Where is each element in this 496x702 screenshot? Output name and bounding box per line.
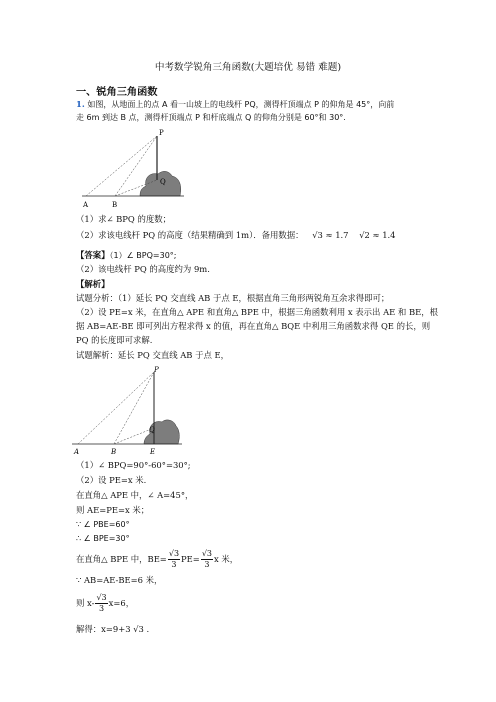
section-heading: 一、锐角三角函数 <box>76 87 158 98</box>
analysis-tag: 【解析】 <box>76 279 110 289</box>
solution-1: （1）∠ BPQ=90°-60°=30°; <box>76 460 191 470</box>
question-2-text: （2）求该电线杆 PQ 的高度（结果精确到 1m）．备用数据： <box>76 230 304 240</box>
sightline-ap <box>78 372 154 444</box>
fraction-numerator: √3 <box>168 549 180 558</box>
solution-5: ∵ ∠ PBE=60° <box>76 520 130 529</box>
label-a: A <box>83 201 89 209</box>
solution-7-mid: PE= <box>181 554 200 564</box>
problem-line-1 <box>76 99 394 110</box>
label-e: E <box>150 448 156 456</box>
question-1: （1）求∠ BPQ 的度数； <box>76 214 171 224</box>
backup-data-1: √3 ≈ 1.7 <box>312 230 349 240</box>
fraction-sqrt3-over-3 <box>201 549 213 570</box>
label-b: B <box>111 448 117 456</box>
solution-4: 则 AE=PE=x 米； <box>76 505 150 515</box>
label-b: B <box>112 201 118 209</box>
fraction-denominator: 3 <box>204 560 210 569</box>
solution-9-prefix: 则 x- <box>76 598 95 608</box>
solution-7-prefix: 在直角△ BPE 中，BE= <box>76 554 167 564</box>
solution-6: ∴ ∠ BPE=30° <box>76 534 130 543</box>
page-title: 中考数学锐角三角函数(大题培优 易错 难题) <box>154 62 342 73</box>
solution-7 <box>76 548 238 570</box>
figure-1-diagram <box>80 126 190 210</box>
fraction-denominator: 3 <box>99 604 105 613</box>
label-q: Q <box>149 426 155 434</box>
problem-text-1: 如图，从地面上的点 A 看一山坡上的电线杆 PQ，测得杆顶端点 P 的仰角是 45°，向前 <box>87 100 395 109</box>
problem-number: 1. <box>76 99 85 109</box>
solution-9-suffix: x=6， <box>108 598 135 608</box>
analysis-line-3: 据 AB=AE-BE 即可列出方程求得 x 的值，再在直角△ BQE 中利用三角函数求得 QE 的长，则 <box>76 321 431 331</box>
question-2 <box>76 230 396 241</box>
answer-tag: 【答案】 <box>76 250 110 260</box>
answer-2: （2）该电线杆 PQ 的高度约为 9m. <box>76 264 210 274</box>
fraction-denominator: 3 <box>171 560 177 569</box>
problem-text-2: 走 6m 到达 B 点，测得杆顶端点 P 和杆底端点 Q 的仰角分别是 60°和 30°. <box>76 113 346 122</box>
label-q: Q <box>160 178 166 186</box>
answer-line <box>76 250 177 261</box>
label-p: P <box>154 366 159 374</box>
figure-2-diagram <box>70 364 190 458</box>
fraction-numerator: √3 <box>201 549 212 558</box>
fraction-sqrt3-over-3 <box>168 549 180 570</box>
solution-9 <box>76 592 134 614</box>
sightline-bp <box>114 372 154 444</box>
analysis-line-4: PQ 的长度即可求解. <box>76 335 153 345</box>
answer-1: （1）∠ BPQ=30°; <box>109 251 177 260</box>
solution-3: 在直角△ APE 中，∠ A=45°， <box>76 490 194 500</box>
solution-8: ∵ AB=AE-BE=6 米， <box>76 575 163 585</box>
fraction-numerator: √3 <box>96 593 107 602</box>
backup-data-2: √2 ≈ 1.4 <box>359 230 396 240</box>
analysis-line-2: （2）设 PE=x 米，在直角△ APE 和直角△ BPE 中，根据三角函数利用 x 表示出 AE 和 BE，根 <box>76 307 438 317</box>
analysis-line-5: 试题解析：延长 PQ 交直线 AB 于点 E， <box>76 350 230 360</box>
analysis-line-1: 试题分析：（1）延长 PQ 交直线 AB 于点 E，根据直角三角形两锐角互余求得即可； <box>76 293 390 303</box>
solution-10: 解得：x=9+3 √3 . <box>76 624 150 634</box>
solution-7-suffix: x 米， <box>214 554 239 564</box>
label-p: P <box>159 129 164 137</box>
label-a: A <box>74 448 80 456</box>
solution-2: （2）设 PE=x 米. <box>76 475 147 485</box>
fraction-sqrt3-over-3 <box>95 593 107 614</box>
